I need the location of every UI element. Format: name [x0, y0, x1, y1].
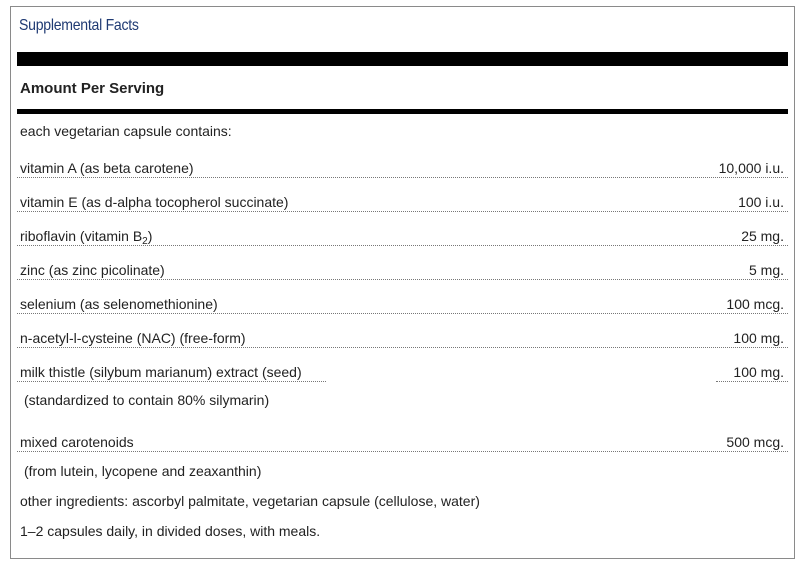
row-divider: [17, 279, 788, 280]
other-ingredients-text: other ingredients: ascorbyl palmitate, vegetarian capsule (cellulose, water): [20, 493, 480, 509]
ingredient-name: selenium (as selenomethionine): [20, 296, 224, 312]
riboflavin-label: riboflavin (vitamin B: [20, 228, 143, 244]
ingredient-name: mixed carotenoids: [20, 434, 140, 450]
riboflavin-subscript: 2: [142, 236, 148, 247]
top-thick-rule: [17, 52, 788, 66]
ingredient-name: [20, 228, 158, 247]
ingredient-name: milk thistle (silybum marianum) extract (seed): [20, 364, 308, 380]
ingredient-amount: 100 mg.: [725, 364, 784, 380]
ingredient-amount: 10,000 i.u.: [711, 160, 784, 176]
row-divider: [17, 347, 788, 348]
ingredient-amount: 5 mg.: [741, 262, 784, 278]
ingredient-name: vitamin A (as beta carotene): [20, 160, 200, 176]
ingredient-amount: 25 mg.: [733, 228, 784, 244]
row-divider: [17, 211, 788, 212]
intro-text: each vegetarian capsule contains:: [20, 123, 232, 139]
ingredient-amount: 100 mg.: [725, 330, 784, 346]
ingredient-name: n-acetyl-l-cysteine (NAC) (free-form): [20, 330, 252, 346]
ingredient-note: (from lutein, lycopene and zeaxanthin): [24, 463, 262, 479]
row-divider: [17, 313, 788, 314]
panel-title: Supplemental Facts: [19, 17, 139, 34]
riboflavin-label-end: ): [147, 228, 153, 244]
ingredient-row: [17, 187, 788, 214]
ingredient-row: [17, 153, 788, 180]
amount-divider: [716, 381, 788, 382]
row-divider: [17, 381, 326, 382]
row-divider: [17, 177, 788, 178]
row-divider: [17, 245, 788, 246]
ingredient-row: [17, 221, 788, 248]
ingredient-amount: 500 mcg.: [718, 434, 784, 450]
ingredient-name: vitamin E (as d-alpha tocopherol succinate): [20, 194, 294, 210]
ingredient-row: [17, 289, 788, 316]
ingredient-name: zinc (as zinc picolinate): [20, 262, 171, 278]
ingredient-row: [17, 323, 788, 350]
row-divider: [17, 451, 788, 452]
ingredient-row: [17, 357, 788, 384]
ingredient-amount: 100 mcg.: [718, 296, 784, 312]
amount-per-serving-heading: Amount Per Serving: [20, 80, 165, 97]
ingredient-row: [17, 427, 788, 454]
ingredient-row: [17, 255, 788, 282]
ingredient-amount: 100 i.u.: [730, 194, 784, 210]
heading-thick-rule: [17, 109, 788, 114]
supplement-facts-panel: [10, 6, 795, 559]
directions-text: 1–2 capsules daily, in divided doses, with meals.: [20, 523, 321, 539]
ingredient-note: (standardized to contain 80% silymarin): [24, 392, 270, 408]
